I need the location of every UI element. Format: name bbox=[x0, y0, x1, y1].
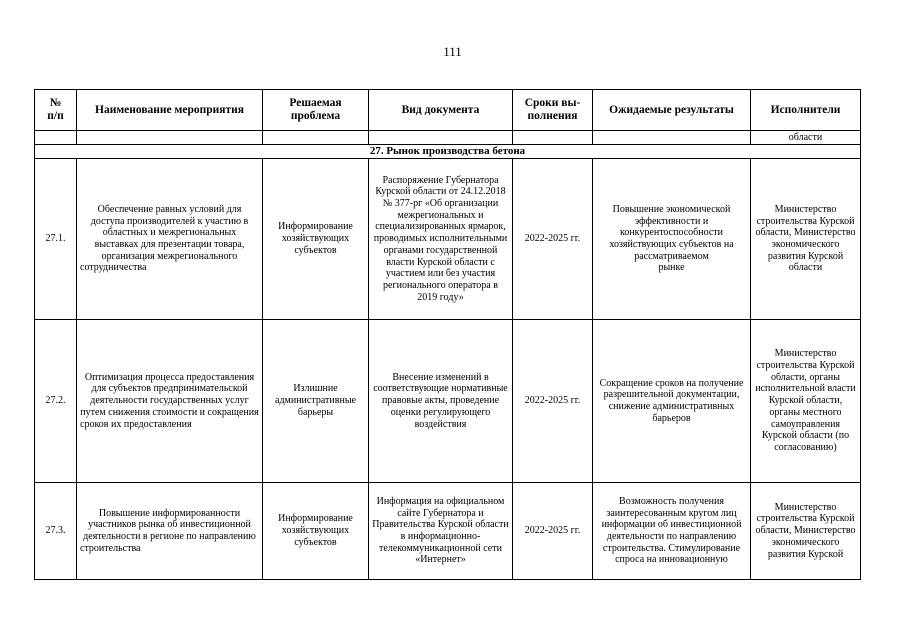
carry-cell bbox=[77, 131, 263, 145]
row-num: 27.1. bbox=[35, 159, 77, 320]
row-term: 2022-2025 гг. bbox=[513, 159, 593, 320]
table-row bbox=[35, 483, 861, 580]
row-exec: Министерство строительства Курской области, Министерство экономического развития Курской области bbox=[751, 159, 861, 320]
row-num: 27.2. bbox=[35, 320, 77, 483]
row-problem: Излишние административные барьеры bbox=[263, 320, 369, 483]
row-num: 27.3. bbox=[35, 483, 77, 580]
header-row bbox=[35, 90, 861, 131]
row-term: 2022-2025 гг. bbox=[513, 320, 593, 483]
row-exec: Министерство строительства Курской области, Министерство экономического развития Курской bbox=[751, 483, 861, 580]
row-exec: Министерство строительства Курской области, органы исполнительной власти Курской области, органы местного самоуправления Курской области (по согласованию) bbox=[751, 320, 861, 483]
row-name: Обеспечение равных условий для доступа производителей к участию в областных и межрегиональных выставках для презентации товара, организация межрегионального сотрудничества bbox=[77, 159, 263, 320]
row-name: Повышение информированности участников рынка об инвестиционной деятельности в регионе по направлению строительства bbox=[77, 483, 263, 580]
header-results: Ожидаемые результаты bbox=[593, 90, 751, 131]
header-doc: Вид документа bbox=[369, 90, 513, 131]
row-results: Повышение экономической эффективности и конкурентоспособности хозяйствующих субъектов на рассматриваемом рынке bbox=[593, 159, 751, 320]
carry-cell bbox=[593, 131, 751, 145]
header-problem: Решаемая проблема bbox=[263, 90, 369, 131]
carry-cell bbox=[369, 131, 513, 145]
row-problem: Информирование хозяйствующих субъектов bbox=[263, 483, 369, 580]
carry-exec: области bbox=[751, 131, 861, 145]
section-title: 27. Рынок производства бетона bbox=[35, 145, 861, 159]
carryover-row bbox=[35, 131, 861, 145]
carry-cell bbox=[263, 131, 369, 145]
carry-cell bbox=[35, 131, 77, 145]
carry-cell bbox=[513, 131, 593, 145]
measures-table bbox=[34, 89, 861, 580]
row-doc: Распоряжение Губернатора Курской области от 24.12.2018 № 377-рг «Об организации межрегиональных и специализированных ярмарок, проводимых исполнительными органами государственной власти Курской области с участием или без участия регионального оператора в 2019 году» bbox=[369, 159, 513, 320]
row-problem: Информирование хозяйствующих субъектов bbox=[263, 159, 369, 320]
header-exec: Исполнители bbox=[751, 90, 861, 131]
table-row bbox=[35, 159, 861, 320]
row-results: Возможность получения заинтересованным кругом лиц информации об инвестиционной деятельности по направлению строительства. Стимулирование спроса на инновационную bbox=[593, 483, 751, 580]
row-doc: Внесение изменений в соответствующие нормативные правовые акты, проведение оценки регулирующего воздействия bbox=[369, 320, 513, 483]
row-term: 2022-2025 гг. bbox=[513, 483, 593, 580]
row-doc: Информация на официальном сайте Губернатора и Правительства Курской области в информационно-телекоммуникационной сети «Интернет» bbox=[369, 483, 513, 580]
row-results: Сокращение сроков на получение разрешительной документации, снижение административных барьеров bbox=[593, 320, 751, 483]
page-number: 111 bbox=[443, 44, 462, 59]
table-row bbox=[35, 320, 861, 483]
header-num: № п/п bbox=[35, 90, 77, 131]
row-name: Оптимизация процесса предоставления для субъектов предпринимательской деятельности государственных услуг путем снижения стоимости и сокращения сроков их предоставления bbox=[77, 320, 263, 483]
section-row bbox=[35, 145, 861, 159]
header-name: Наименование мероприятия bbox=[77, 90, 263, 131]
header-term: Сроки вы- полнения bbox=[513, 90, 593, 131]
